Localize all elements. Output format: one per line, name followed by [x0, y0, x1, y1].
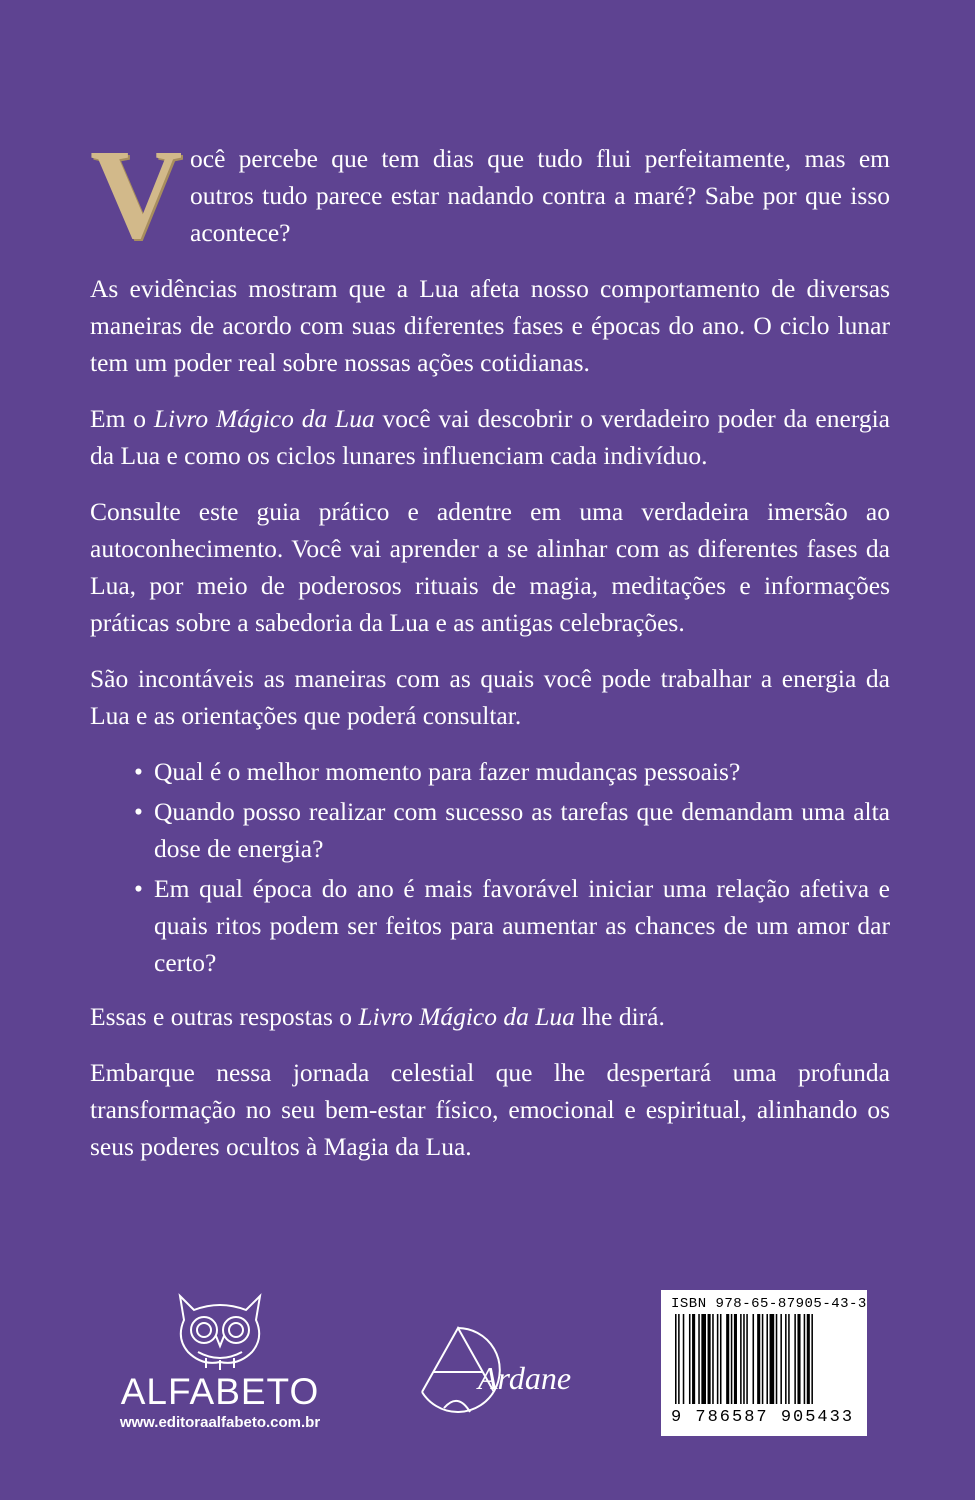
book-title: Livro Mágico da Lua — [358, 1002, 575, 1031]
list-item — [134, 793, 890, 867]
owl-icon — [172, 1290, 268, 1370]
intro-paragraph — [90, 123, 890, 265]
bullet-icon: • — [134, 874, 143, 903]
list-item — [134, 870, 890, 981]
text-fragment: Essas e outras respostas o — [90, 1002, 359, 1031]
isbn-label: ISBN 978-65-87905-43-3 — [671, 1296, 867, 1312]
text-fragment: lhe dirá. — [574, 1002, 665, 1031]
drop-cap-letter: V — [90, 123, 183, 265]
paragraph-ways: São incontáveis as maneiras com as quais você pode trabalhar a energia da Lua e as orientações que poderá consultar. — [90, 664, 890, 730]
paragraph-evidence: As evidências mostram que a Lua afeta nosso comportamento de diversas maneiras de acordo com suas diferentes fases e épocas do ano. O ciclo lunar tem um poder real sobre nossas ações cotidianas. — [90, 274, 890, 377]
ardane-wordmark: Ardane — [478, 1360, 572, 1396]
alfabeto-logo — [100, 1290, 340, 1431]
barcode-digits: 9 786587 905433 — [671, 1408, 855, 1427]
back-cover-text — [90, 123, 891, 1184]
paragraph-answers — [90, 998, 890, 1035]
intro-text: ocê percebe que tem dias que tudo flui perfeitamente, mas em outros tudo parece estar nadando contra a maré? Sabe por que isso acontece? — [190, 144, 890, 247]
bullet-icon: • — [134, 757, 143, 786]
publisher-name: ALFABETO — [120, 1371, 320, 1412]
ardane-logo — [408, 1320, 583, 1430]
barcode-bars — [671, 1314, 857, 1406]
list-item — [134, 753, 890, 790]
paragraph-journey: Embarque nessa jornada celestial que lhe despertará uma profunda transformação no seu bem-estar físico, emocional e espiritual, alinhando os seus poderes ocultos à Magia da Lua. — [90, 1058, 890, 1161]
question-text: Em qual época do ano é mais favorável iniciar uma relação afetiva e quais ritos podem ser feitos para aumentar as chances de um amor dar certo? — [154, 874, 890, 977]
text-fragment: você vai descobrir o verdadeiro poder da energia da Lua e como os ciclos lunares influenciam cada indivíduo. — [90, 404, 891, 470]
book-title: Livro Mágico da Lua — [153, 404, 375, 433]
question-list — [90, 753, 890, 981]
text-fragment: Em o — [90, 404, 154, 433]
paragraph-book-intro — [90, 400, 890, 474]
isbn-barcode — [661, 1290, 867, 1436]
cover-footer — [0, 1280, 975, 1490]
question-text: Quando posso realizar com sucesso as tarefas que demandam uma alta dose de energia? — [154, 797, 890, 863]
question-text: Qual é o melhor momento para fazer mudanças pessoais? — [154, 757, 741, 786]
publisher-website[interactable]: www.editoraalfabeto.com.br — [119, 1414, 321, 1431]
bullet-icon: • — [134, 797, 143, 826]
paragraph-guide: Consulte este guia prático e adentre em uma verdadeira imersão ao autoconhecimento. Você vai aprender a se alinhar com as diferentes fases da Lua, por meio de poderosos rituais de magia, meditações e informações práticas sobre a sabedoria da Lua e as antigas celebrações. — [90, 497, 890, 637]
